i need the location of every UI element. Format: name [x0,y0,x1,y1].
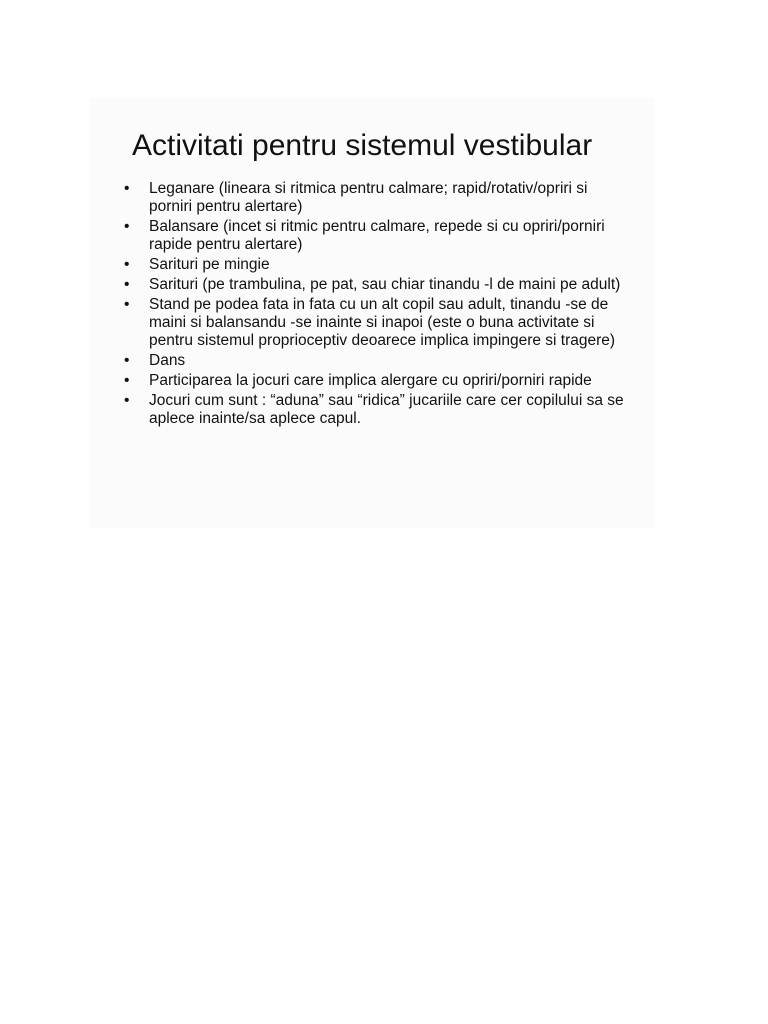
list-item [124,218,624,254]
slide [90,98,655,528]
list-item [124,180,624,216]
bullet-marker: • [124,392,130,409]
list-item-text: Jocuri cum sunt : “aduna” sau “ridica” jucariile care cer copilului sa se aplece inainte/sa aplece capul. [149,392,624,427]
bullet-marker: • [124,256,130,273]
list-item [124,392,624,428]
list-item [124,276,624,294]
list-item-text: Dans [149,352,186,369]
list-item-text: Participarea la jocuri care implica alergare cu opriri/porniri rapide [149,372,592,389]
list-item-text: Balansare (incet si ritmic pentru calmare, repede si cu opriri/porniri rapide pentru alertare) [149,218,605,253]
list-item-text: Leganare (lineara si ritmica pentru calmare; rapid/rotativ/opriri si porniri pentru alertare) [149,180,588,215]
bullet-marker: • [124,372,130,389]
list-item [124,352,624,370]
bullet-marker: • [124,296,130,313]
slide-title: Activitati pentru sistemul vestibular [132,129,593,162]
bullet-marker: • [124,180,130,197]
list-item [124,256,624,274]
bullet-marker: • [124,218,130,235]
bullet-marker: • [124,276,130,293]
bullet-marker: • [124,352,130,369]
list-item [124,372,624,390]
list-item-text: Stand pe podea fata in fata cu un alt copil sau adult, tinandu -se de maini si balansandu -se inainte si inapoi (este o buna activitate si pentru sistemul proprioceptiv deoarece implica impingere si tragere) [149,296,616,349]
bullet-list [124,180,624,430]
list-item-text: Sarituri pe mingie [149,256,270,273]
list-item-text: Sarituri (pe trambulina, pe pat, sau chiar tinandu -l de maini pe adult) [149,276,621,293]
list-item [124,296,624,350]
